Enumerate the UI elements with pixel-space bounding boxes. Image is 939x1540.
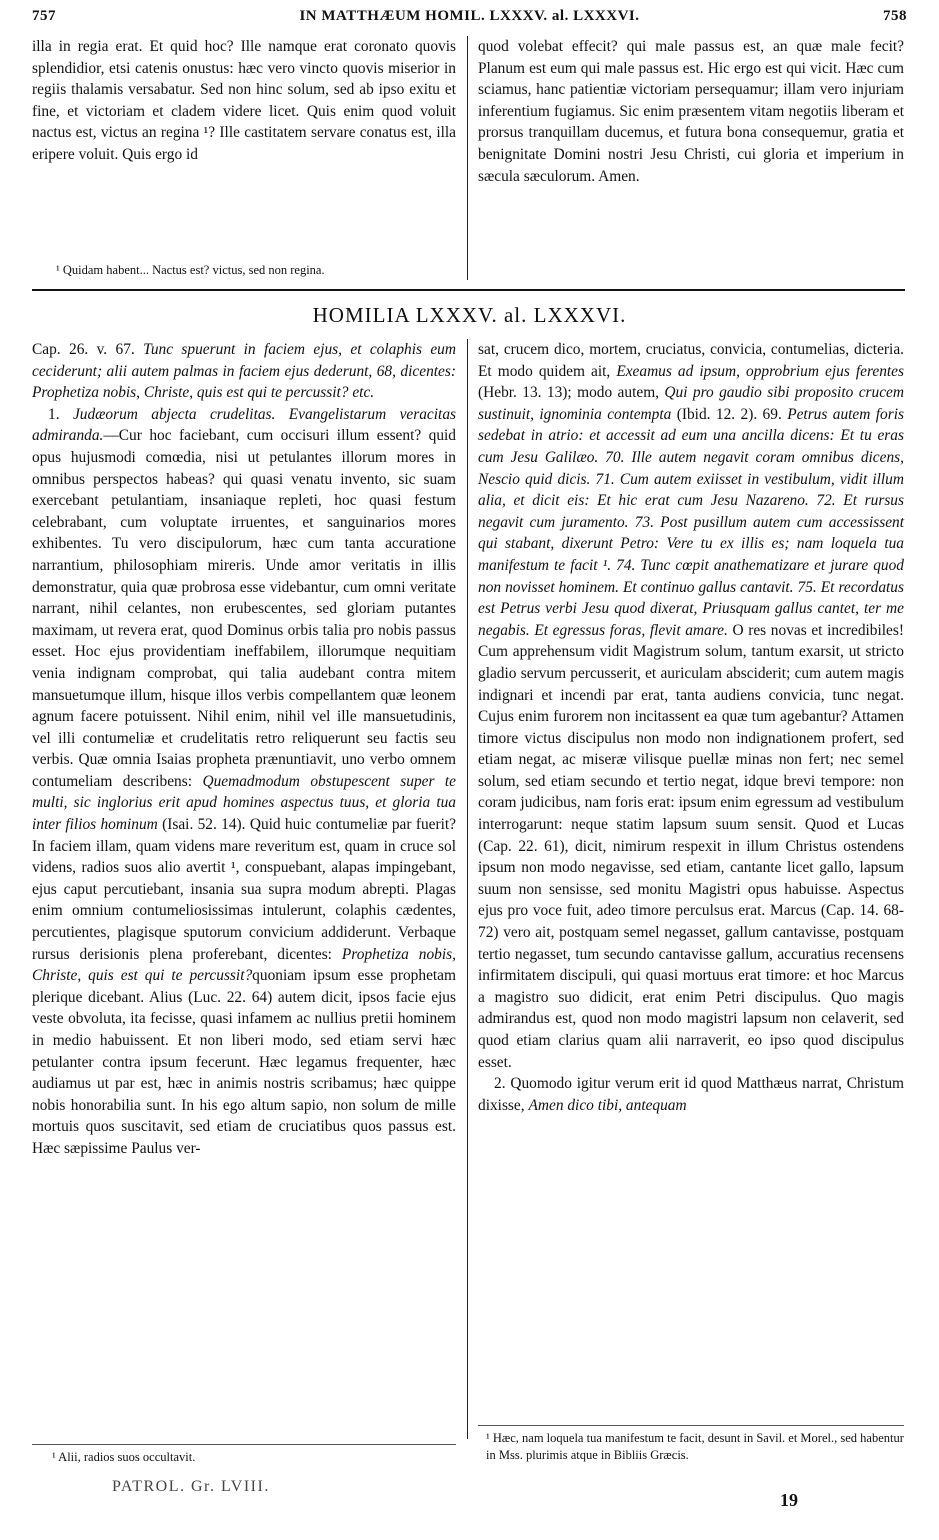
right-footnote: ¹ Hæc, nam loquela tua manifestum te facit, desunt in Savil. et Morel., sed habentur in Mss. plurimis atque in Bibliis Græcis.: [486, 1431, 904, 1462]
top-right-column: [478, 36, 904, 187]
left-footnote-rule: [32, 1444, 456, 1445]
right-page-number: 758: [883, 8, 907, 24]
patrology-volume-mark: PATROL. Gr. LVIII.: [112, 1478, 270, 1495]
paragraph-1-text-b: Quid huic contumeliæ par fuerit? In faciem illam, quam videns mare reveritum est, quam in cruce sol videns, radios suos alio avertit ¹, conspuebant, alapas impingebant, ejus caput percutiebant, insania sua supra modum abrepti. Plagas enim omnium contumeliosissimas intulerunt, colaphis cædentes, percutientes, plagisque sputorum convicium addiderunt. Verbaque rursus derisionis plena proferebant, dicentes:: [32, 816, 456, 963]
hebrews-quote-a: Exeamus ad ipsum, opprobrium ejus ferentes: [616, 362, 904, 380]
right-text-a: sat, crucem dico, mortem, cruciatus, convicia, contumelias, dicteria. Et modo quidem ait,: [478, 341, 904, 380]
chapter-lemma-text: Tunc spuerunt in faciem ejus, et colaphis eum ceciderunt; alii autem palmas in faciem ejus dederunt, 68, dicentes: Prophetiza nobis, Christe, quis est qui te percussit? etc.: [32, 341, 456, 402]
hebrews-quote-b: Qui pro gaudio sibi proposito crucem sustinuit, ignominia contempta: [478, 384, 904, 423]
right-text-c: O res novas et incredibiles! Cum apprehensum vidit Magistrum solum, tantum exarsit, ut stricto gladio servum percusserit, et auriculam absciderit; cum autem magis indignari et incendi par erat, tanta audiens convicia, tunc negat. Cujus enim furorem non incitassent ea quæ tum agebantur? Attamen timore victus discipulus non modo non indignationem profert, sed etiam negat, ac miseræ vilisque puellæ minas non fert; nec semel solum, sed etiam secundo et tertio negat, idque brevi tempore: non coram judicibus, nam foris erat: ipsum enim egressum ad vestibulum interrogarunt: neque statim lapsum suum sensit. Quod et Lucas (Cap. 22. 61), dicit, nimirum respexit in illum Christus ostendens ipsum non modo negavisse, sed etiam, cantante licet gallo, lapsum suum non sensisse, sed monitu Magistri opus habuisse. Aspectus ejus pro voce fuit, adeo timore perculsus erat. Marcus (Cap. 14. 68-72) vero ait, postquam semel negasset, gallum cantavisse, postquam tertio negasset, tum secundo cantavisse gallum, accuratius recensens infirmitatem discipuli, qui quasi mortuus erat timore: et hoc Marcus a magistro suo didicit, erat enim Petri discipulus. Quo magis admirandus est, quod non modo magistri lapsum non celaverit, sed quod etiam clarius quam alii narraverit, eo ipso quod discipulus esset.: [478, 621, 904, 1071]
paragraph-1-text-c: quoniam ipsum esse prophetam plerique dicebant. Alius (Luc. 22. 64) autem dicit, ipsos facie ejus veste obvoluta, ita fecisse, quasi infamem ac nullius pretii hominem in medio habuissent. Et non liberi modo, sed etiam servi hæc petulanter contra ipsum fecerunt. Hæc legamus frequenter, hæc audiamus ut par est, hæc in animis nostris scribamus; hæc quippe nobis honorabilia sunt. In his ego altum sapio, non solum de mille mortuis quos suscitavit, sed etiam de cruciatibus quos passus est. Hæc sæpissime Paulus ver-: [32, 967, 456, 1157]
main-left-column: [32, 339, 456, 1160]
top-left-text: illa in regia erat. Et quid hoc? Ille namque erat coronato quovis splendidior, etsi catenis onustus: hæc vero vincto quovis miserior in regiis thalamis versabatur. Sed non hinc solum, sed ab ipso exitu et fine, et victoriam et cladem videre licet. Quis enim quod voluit nactus est, victus an regina ¹? Ille castitatem servare conatus est, illa eripere voluit. Quis ergo id: [32, 38, 456, 163]
isaiah-quote: Quemadmodum obstupescent super te multi, sic inglorius erit apud homines aspectus tuus, et gloria tua inter filios hominum: [32, 772, 456, 834]
running-title: IN MATTHÆUM HOMIL. LXXXV. al. LXXXVI.: [299, 8, 640, 24]
top-right-text: quod volebat effecit? qui male passus est, an quæ male fecit? Planum est eum qui male passus est. Hic ergo est qui vicit. Hæc cum sciamus, hanc patientiæ victoriam persequamur; illam vero injuriam inferentium fugiamus. Sic enim præsentem vitam negotiis liberam et prorsus tranquillam ducemus, et futura bona consequemur, gratia et benignitate Domini nostri Jesu Christi, cui gloria et imperium in sæcula sæculorum. Amen.: [478, 38, 904, 185]
left-footnote: ¹ Alii, radios suos occultavit.: [52, 1450, 196, 1464]
paragraph-2-text: 2. Quomodo igitur verum erit id quod Matthæus narrat, Christum dixisse,: [478, 1075, 904, 1114]
paragraph-2: [478, 1073, 904, 1116]
hebrews-ref-a: (Hebr. 13. 13);: [478, 384, 572, 402]
top-left-column: [32, 36, 456, 166]
paragraph-1-number: 1.: [48, 405, 60, 423]
signature-mark: 19: [780, 1490, 798, 1510]
paragraph-1-text-a: —Cur hoc faciebant, cum occisuri illum essent? quid opus hujusmodi comœdia, nisi ut petulantes illorum mores in omnibus perspectos habeas? qui quasi venatu invento, sic suam exercebant petulantiam, insaniaque repleti, hoc quasi festum celebrabant, cum voluptate irruentes, et sanguinarios mores exhibentes. Tu vero discipulorum, hæc cum tanta accuratione narrantium, philosophiam mireris. Unde amor veritatis in illis demonstratur, quia quæ probrosa esse videbantur, cum omni veritate narrant, nihil celantes, non erubescentes, sed gloriam putantes maximam, ut revera erat, quod Dominus orbis talia pro nobis passus esset. Hoc ejus providentiam ineffabilem, illorumque nequitiam venia indignam comprobat, qui talia audebant contra mitem mansuetumque illum, hisque illos verbis compellantem quæ leonem agnum facere potuissent. Nihil enim, nihil vel ille mansuetudinis, vel illi contumeliæ et crudelitatis retro reliquerunt seu factis seu verbis. Quæ omnia Isaias propheta prænuntiavit, uno verbo omnem contumeliam describens:: [32, 427, 456, 790]
gospel-lemma: Petrus autem foris sedebat in atrio: et accessit ad eum una ancilla dicens: Et tu eras cum Jesu Galilæo. 70. Ille autem negavit coram omnibus dicens, Nescio quid dicis. 71. Cum autem exiisset in vestibulum, vidit illum alia, et dicit eis: Et hic erat cum Jesu Nazareno. 72. Et rursus negavit cum juramento. 73. Post pusillum autem cum accessissent qui stabant, dixerunt Petro: Vere tu ex illis es; nam loquela tua manifestum te facit ¹. 74. Tunc cœpit anathematizare et jurare quod non novisset hominem. Et continuo gallus cantavit. 75. Et recordatus est Petrus verbi Jesu quod dixerat, Priusquam gallus cantet, ter me negabis. Et egressus foras, flevit amare.: [478, 405, 904, 639]
top-column-divider: [467, 36, 468, 280]
right-footnote-rule: [478, 1425, 904, 1426]
homily-title: HOMILIA LXXXV. al. LXXXVI.: [312, 303, 627, 327]
left-page-number: 757: [32, 8, 56, 24]
right-text-b: modo autem,: [577, 384, 660, 402]
paragraph-1: [32, 404, 456, 1160]
hebrews-ref-b: (Ibid. 12. 2). 69.: [676, 405, 782, 423]
main-right-column: [478, 339, 904, 1116]
chapter-lemma: [32, 339, 456, 404]
section-rule: [32, 289, 905, 291]
chapter-ref: Cap. 26. v. 67.: [32, 341, 135, 358]
main-column-divider: [467, 339, 468, 1439]
isaiah-ref: (Isai. 52. 14).: [162, 816, 246, 834]
top-left-footnote: ¹ Quidam habent... Nactus est? victus, sed non regina.: [56, 263, 325, 277]
right-paragraph: [478, 339, 904, 1073]
prophetiza-quote: Prophetiza nobis, Christe, quis est qui te percussit?: [32, 945, 456, 985]
paragraph-2-quote: Amen dico tibi, antequam: [528, 1096, 687, 1114]
paragraph-1-heading: Judæorum abjecta crudelitas. Evangelistarum veracitas admiranda.: [32, 405, 457, 445]
